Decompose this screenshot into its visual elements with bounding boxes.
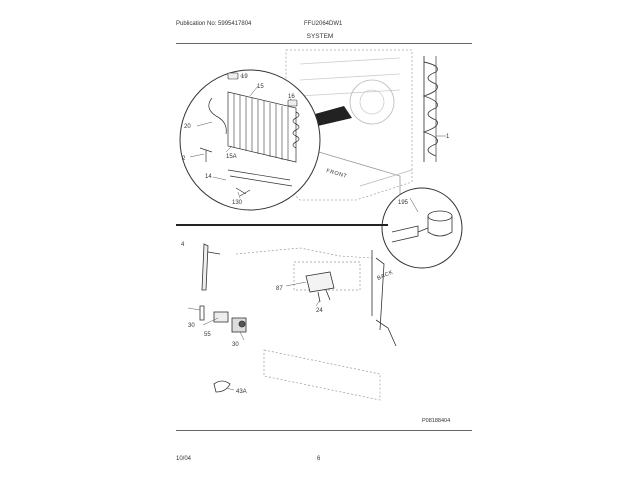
evaporator-detail	[180, 70, 320, 210]
callout-195: 195	[398, 200, 409, 206]
callout-2: 2	[182, 156, 186, 162]
callout-16: 16	[288, 94, 295, 100]
callout-14: 14	[205, 174, 212, 180]
compressor-detail	[382, 188, 462, 268]
callout-130: 130	[232, 200, 243, 206]
callout-55: 55	[204, 332, 211, 338]
callout-16-coil: 15	[257, 84, 264, 90]
callout-19: 19	[241, 74, 248, 80]
lower-cabinet-outline	[236, 248, 380, 400]
back-label: BACK	[376, 269, 395, 282]
callout-87: 87	[276, 286, 283, 292]
footer-divider	[176, 430, 472, 431]
callout-4: 4	[181, 242, 185, 248]
section-divider	[176, 224, 388, 226]
callout-30-overload: 30	[232, 342, 239, 348]
callout-1: 1	[446, 134, 450, 140]
footer-date: 10/04	[176, 456, 192, 462]
condenser-coil	[424, 56, 438, 162]
model-number: FFU2064DW1	[304, 21, 343, 27]
callout-24: 24	[316, 308, 323, 314]
publication-number: Publication No: 5995417804	[176, 21, 252, 27]
section-title: SYSTEM	[306, 33, 334, 40]
front-label: FRONT	[325, 168, 348, 180]
callout-43a: 43A	[236, 389, 247, 395]
page-number: 6	[317, 456, 321, 462]
callout-30-relay: 30	[188, 323, 195, 329]
callout-15a: 15A	[226, 154, 237, 160]
diagram-code: P08188404	[422, 418, 451, 424]
callout-20: 20	[184, 124, 191, 130]
